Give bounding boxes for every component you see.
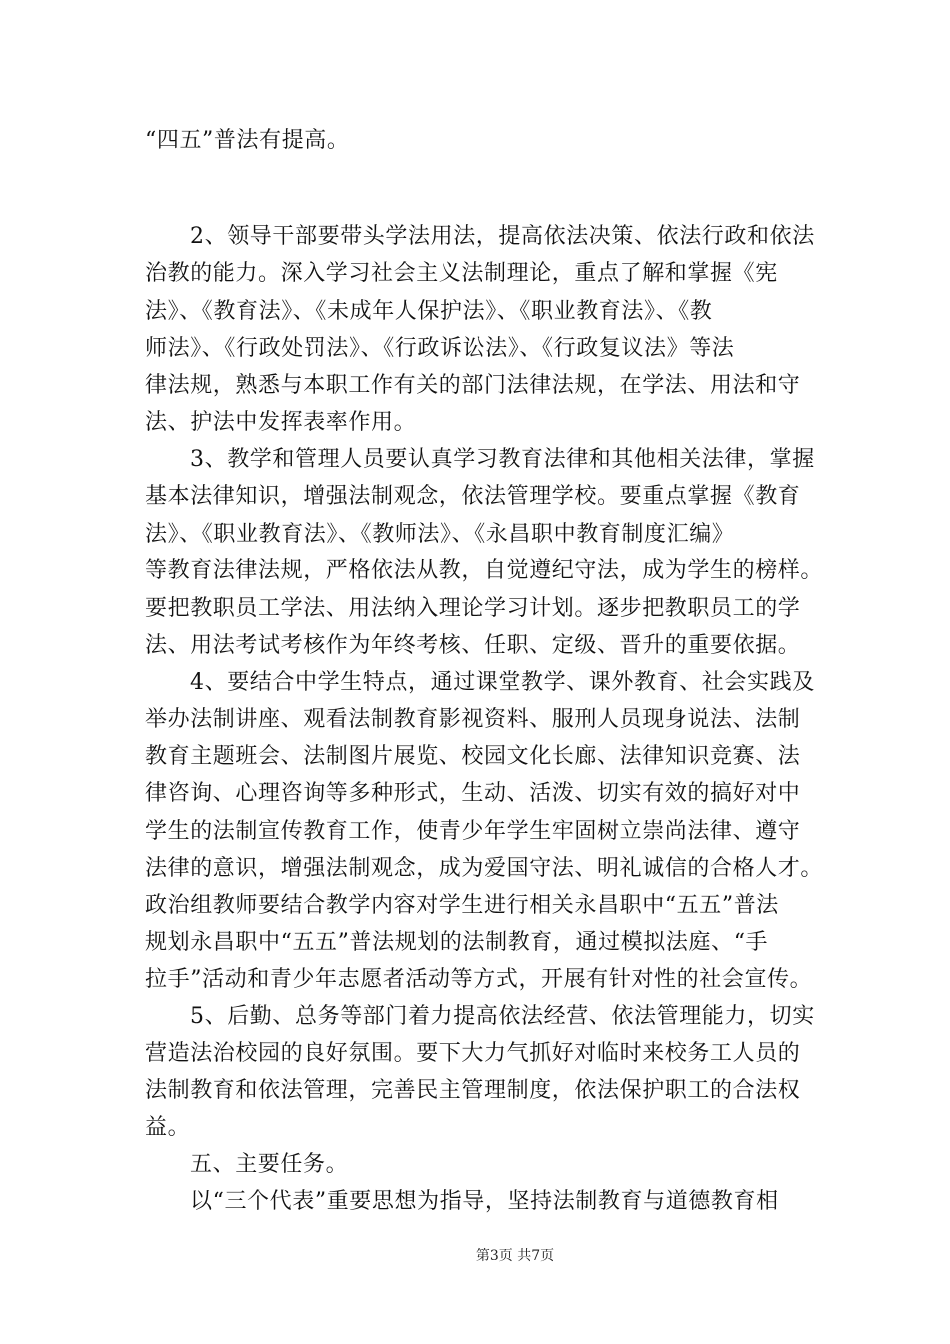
text-line: 治教的能力。深入学习社会主义法制理论，重点了解和掌握《宪 bbox=[145, 261, 778, 286]
text-line: 规划永昌职中“五五”普法规划的法制教育，通过模拟法庭、“手 bbox=[145, 930, 769, 955]
text-line: 基本法律知识，增强法制观念，依法管理学校。要重点掌握《教育 bbox=[145, 484, 801, 509]
text-line: 学生的法制宣传教育工作，使青少年学生牢固树立崇尚法律、遵守 bbox=[145, 819, 801, 844]
text-line: 营造法治校园的良好氛围。要下大力气抓好对临时来校务工人员的 bbox=[145, 1041, 801, 1066]
text-line: 政治组教师要结合教学内容对学生进行相关永昌职中“五五”普法 bbox=[145, 893, 779, 918]
text-line: 拉手”活动和青少年志愿者活动等方式，开展有针对性的社会宣传。 bbox=[145, 967, 813, 992]
text-line: 5、后勤、总务等部门着力提高依法经营、依法管理能力，切实 bbox=[190, 1004, 815, 1029]
text-line: 举办法制讲座、观看法制教育影视资料、服刑人员现身说法、法制 bbox=[145, 707, 801, 732]
text-line: 法、用法考试考核作为年终考核、任职、定级、晋升的重要依据。 bbox=[145, 633, 801, 658]
text-line: 律法规，熟悉与本职工作有关的部门法律法规，在学法、用法和守 bbox=[145, 373, 801, 398]
text-line: 要把教职员工学法、用法纳入理论学习计划。逐步把教职员工的学 bbox=[145, 596, 801, 621]
text-line: “四五”普法有提高。 bbox=[145, 128, 350, 153]
text-line: 法制教育和依法管理，完善民主管理制度，依法保护职工的合法权 bbox=[145, 1078, 801, 1103]
text-line: 师法》、《行政处罚法》、《行政诉讼法》、《行政复议法》等法 bbox=[145, 336, 735, 361]
text-line: 2、领导干部要带头学法用法，提高依法决策、依法行政和依法 bbox=[190, 224, 815, 249]
text-line: 4、要结合中学生特点，通过课堂教学、课外教育、社会实践及 bbox=[190, 670, 815, 695]
text-line: 法律的意识，增强法制观念，成为爱国守法、明礼诚信的合格人才。 bbox=[145, 856, 824, 881]
text-line: 3、教学和管理人员要认真学习教育法律和其他相关法律，掌握 bbox=[190, 447, 815, 472]
text-line: 法、护法中发挥表率作用。 bbox=[145, 410, 417, 435]
text-line: 益。 bbox=[145, 1115, 191, 1140]
text-line: 律咨询、心理咨询等多种形式，生动、活泼、切实有效的搞好对中 bbox=[145, 781, 801, 806]
text-line: 法》、《教育法》、《未成年人保护法》、《职业教育法》、《教 bbox=[145, 299, 713, 324]
text-line: 法》、《职业教育法》、《教师法》、《永昌职中教育制度汇编》 bbox=[145, 522, 735, 547]
text-line: 等教育法律法规，严格依法从教，自觉遵纪守法，成为学生的榜样。 bbox=[145, 558, 824, 583]
text-line: 教育主题班会、法制图片展览、校园文化长廊、法律知识竞赛、法 bbox=[145, 744, 801, 769]
section-heading: 五、主要任务。 bbox=[190, 1152, 349, 1177]
page-footer: 第3页 共7页 bbox=[475, 1248, 555, 1264]
text-line: 以“三个代表”重要思想为指导，坚持法制教育与道德教育相 bbox=[190, 1189, 779, 1214]
